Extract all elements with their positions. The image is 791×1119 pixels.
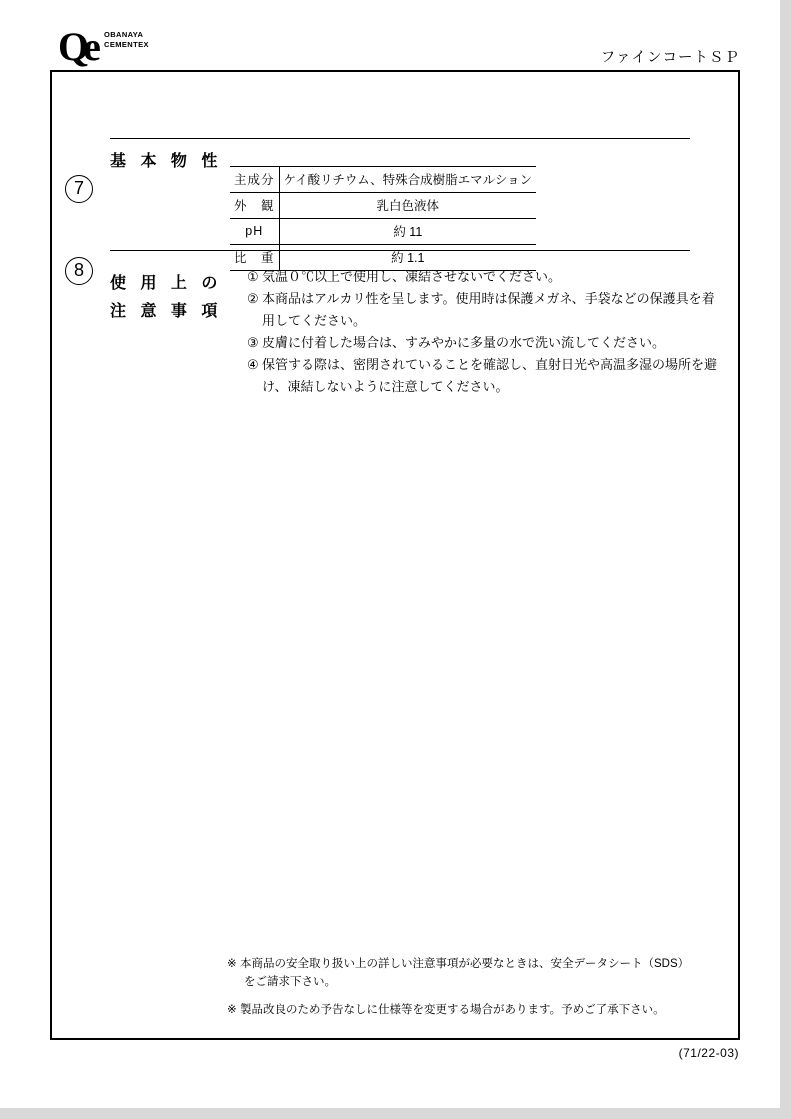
section-8-rule	[110, 250, 690, 251]
footnote-item	[227, 1001, 717, 1019]
list-item	[247, 288, 717, 332]
logo-mark-icon: Qe	[58, 24, 95, 69]
list-item-text: 皮膚に付着した場合は、すみやかに多量の水で洗い流してください。	[262, 335, 666, 350]
table-cell-label: 主成分	[230, 167, 279, 193]
section-7-title: 基 本 物 性	[110, 153, 223, 170]
company-logo	[58, 24, 228, 68]
table-row	[230, 219, 536, 245]
table-cell-label: 比 重	[230, 245, 279, 271]
list-item	[247, 354, 717, 398]
table-cell-label: pH	[230, 219, 279, 245]
list-marker: ②	[247, 291, 259, 306]
section-basic-properties	[52, 98, 742, 265]
logo-company-name	[104, 30, 149, 49]
section-number-8: 8	[64, 256, 94, 285]
section-7-rule	[110, 138, 690, 139]
table-row	[230, 167, 536, 193]
footnote-item	[227, 955, 717, 991]
list-marker: ③	[247, 335, 259, 350]
section-8-title-line1: 使 用 上 の	[110, 275, 223, 292]
page-code: (71/22-03)	[678, 1046, 739, 1060]
table-cell-value: 約 1.1	[279, 245, 536, 271]
list-item-text: 気温０℃以上で使用し、凍結させないでください。	[262, 269, 562, 284]
footnote-marker: ※	[227, 1004, 237, 1016]
footnote-text-continued: をご請求下さい。	[244, 976, 336, 988]
footnote-text: 本商品の安全取り扱い上の詳しい注意事項が必要なときは、安全データシート（SDS）	[240, 958, 690, 970]
content-frame	[50, 70, 740, 1040]
table-cell-label: 外 観	[230, 193, 279, 219]
section-8-title-line2: 注 意 事 項	[110, 303, 223, 320]
table-cell-value: 乳白色液体	[279, 193, 536, 219]
document-header	[50, 22, 740, 70]
section-usage-precautions	[52, 248, 742, 408]
precautions-list	[247, 266, 717, 398]
footnote-marker: ※	[227, 958, 237, 970]
scan-edge-right	[780, 0, 791, 1119]
list-item-text: 保管する際は、密閉されていることを確認し、直射日光や高温多湿の場所を避け、凍結しないように注意してください。	[262, 357, 718, 394]
list-item	[247, 332, 717, 354]
product-title: ファインコートＳＰ	[600, 50, 740, 66]
footnote-text: 製品改良のため予告なしに仕様等を変更する場合があります。予めご了承下さい。	[240, 1004, 665, 1016]
section-number-7: 7	[64, 174, 94, 203]
scan-edge-bottom	[0, 1108, 791, 1119]
logo-company-line2: CEMENTEX	[104, 39, 149, 49]
list-marker: ④	[247, 357, 259, 372]
list-item	[247, 266, 717, 288]
table-cell-value: ケイ酸リチウム、特殊合成樹脂エマルション	[279, 167, 536, 193]
logo-company-line1: OBANAYA	[104, 30, 144, 39]
table-row	[230, 193, 536, 219]
list-item-text: 本商品はアルカリ性を呈します。使用時は保護メガネ、手袋などの保護具を着用してください。	[262, 291, 715, 328]
footnotes	[227, 955, 717, 1029]
table-cell-value: 約 11	[279, 219, 536, 245]
list-marker: ①	[247, 269, 259, 284]
